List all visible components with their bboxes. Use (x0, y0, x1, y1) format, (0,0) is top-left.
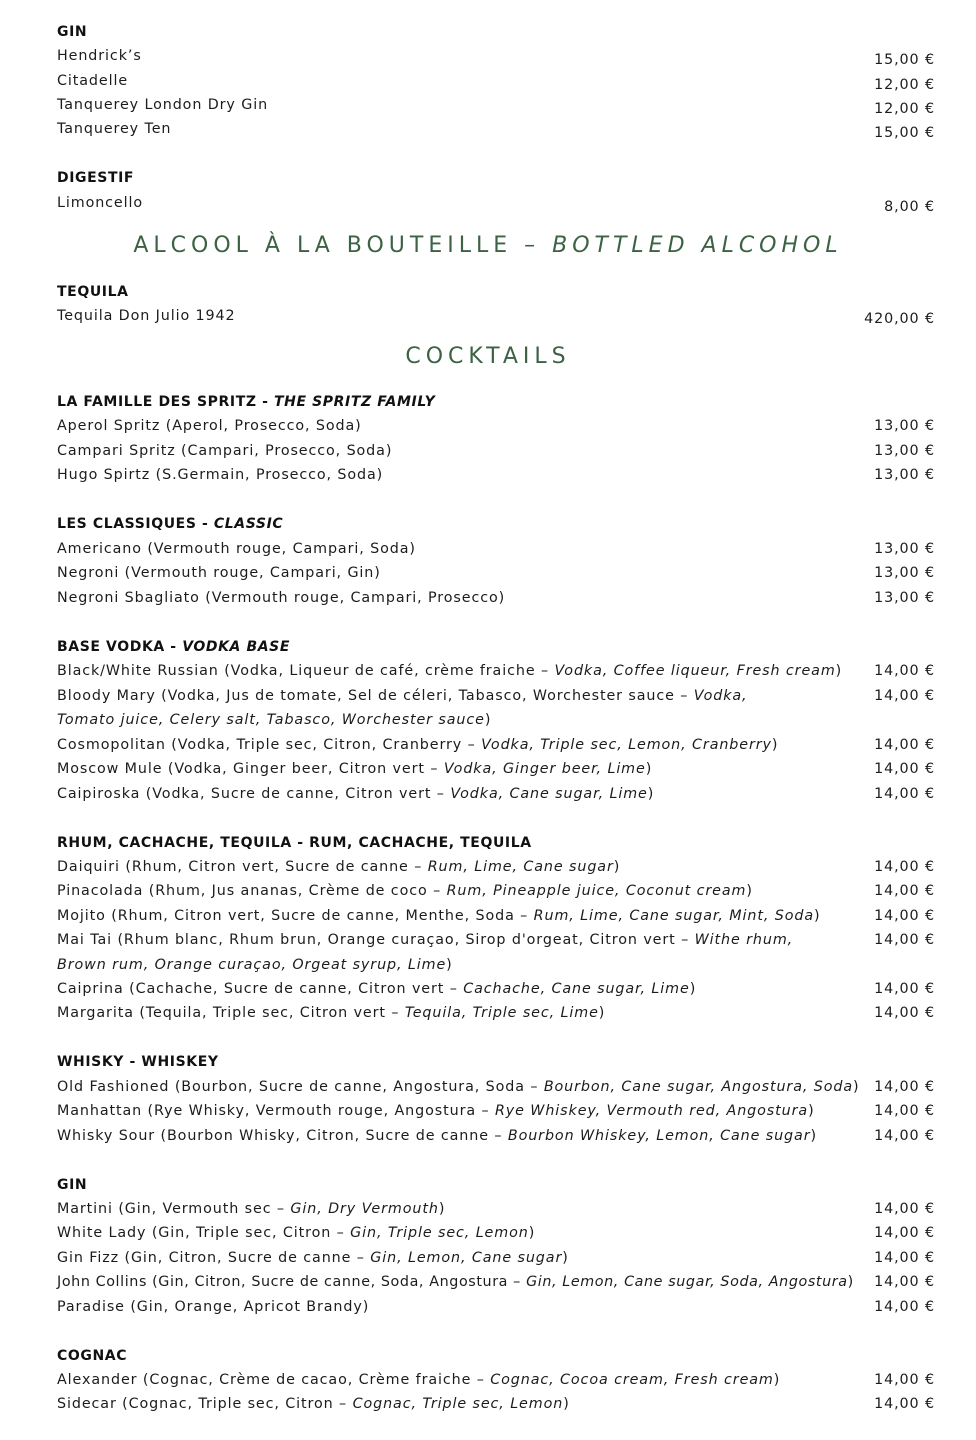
item-en: Vodka, Ginger beer, Lime (443, 761, 646, 777)
menu-item-price: 14,00 € (874, 1299, 935, 1315)
item-close: ) (746, 883, 753, 899)
item-en: Bourbon, Cane sugar, Angostura, Soda (543, 1079, 854, 1095)
item-close: ) (562, 1250, 569, 1266)
menu-item-name (57, 688, 748, 704)
menu-item-name (57, 663, 842, 679)
item-close: ) (773, 1372, 781, 1388)
menu-item-name (57, 1250, 569, 1266)
banner-cocktails: COCKTAILS (405, 344, 571, 369)
menu-item-name (57, 1396, 570, 1412)
item-fr: Daiquiri (Rhum, Citron vert, Sucre de canne – (57, 859, 428, 875)
menu-item-price: 13,00 € (874, 541, 935, 557)
title-fr: LES CLASSIQUES - (57, 516, 214, 532)
section-title-gin-cocktails: GIN (57, 1177, 88, 1193)
menu-item-name: Limoncello (57, 195, 144, 211)
menu-item-price: 14,00 € (874, 1079, 935, 1095)
item-en: Gin, Dry Vermouth (290, 1201, 439, 1217)
menu-item-price: 14,00 € (874, 1372, 935, 1388)
item-fr: Caipiroska (Vodka, Sucre de canne, Citron vert – (57, 786, 451, 802)
item-close: ) (808, 1103, 815, 1119)
menu-item-name (57, 1274, 854, 1290)
menu-item-price: 14,00 € (874, 908, 935, 924)
item-fr: Margarita (Tequila, Triple sec, Citron vert – (57, 1005, 405, 1021)
item-en: Gin, Lemon, Cane sugar, Soda, Angostura (526, 1274, 848, 1290)
item-en: Rum, Pineapple juice, Coconut cream (446, 883, 747, 899)
item-fr: John Collins (Gin, Citron, Sucre de canne, Soda, Angostura – (57, 1274, 527, 1290)
item-close: ) (771, 737, 779, 753)
menu-item-name: Hendrick’s (57, 48, 142, 64)
menu-item-name: Campari Spritz (Campari, Prosecco, Soda) (57, 443, 393, 459)
menu-item-name (57, 1103, 815, 1119)
menu-item-name (57, 883, 753, 899)
menu-item-price: 15,00 € (874, 125, 935, 141)
section-title-cognac: COGNAC (57, 1348, 128, 1364)
menu-item-name (57, 1372, 780, 1388)
item-en: Tomato juice, Celery salt, Tabasco, Worchester sauce (57, 712, 485, 728)
menu-item-name: Aperol Spritz (Aperol, Prosecco, Soda) (57, 418, 362, 434)
menu-item-name (57, 1201, 445, 1217)
item-close: ) (484, 712, 492, 728)
item-fr: Black/White Russian (Vodka, Liqueur de café, crème fraiche – (57, 663, 555, 679)
item-en: Rum, Lime, Cane sugar (427, 859, 614, 875)
section-title-gin: GIN (57, 24, 88, 40)
item-en: Cognac, Triple sec, Lemon (352, 1396, 564, 1412)
item-en: Bourbon Whiskey, Lemon, Cane sugar (507, 1128, 811, 1144)
menu-item-name (57, 981, 696, 997)
menu-item-price: 14,00 € (874, 1201, 935, 1217)
menu-item-price: 14,00 € (874, 663, 935, 679)
item-close: ) (647, 786, 655, 802)
menu-item-price: 12,00 € (874, 77, 935, 93)
title-fr: LA FAMILLE DES SPRITZ - (57, 394, 274, 410)
item-fr: Gin Fizz (Gin, Citron, Sucre de canne – (57, 1250, 371, 1266)
section-title-spritz (57, 394, 435, 410)
menu-item-name: Tanquerey London Dry Gin (57, 97, 269, 113)
menu-item-price: 13,00 € (874, 590, 935, 606)
section-title-vodka (57, 639, 290, 655)
banner-bottled-alcohol (0, 233, 976, 258)
item-fr: Moscow Mule (Vodka, Ginger beer, Citron vert – (57, 761, 444, 777)
item-en: Cognac, Cocoa cream, Fresh cream (490, 1372, 774, 1388)
menu-item-price: 13,00 € (874, 418, 935, 434)
title-fr: BASE VODKA - (57, 639, 183, 655)
item-en: Rum, Lime, Cane sugar, Mint, Soda (533, 908, 814, 924)
menu-item-price: 14,00 € (874, 1103, 935, 1119)
menu-item-name (57, 1299, 369, 1315)
menu-item-price: 13,00 € (874, 443, 935, 459)
menu-item-name-continued (57, 712, 491, 728)
menu-item-name (57, 1005, 605, 1021)
menu-item-price: 13,00 € (874, 565, 935, 581)
item-fr: Alexander (Cognac, Crème de cacao, Crème fraiche – (57, 1372, 491, 1388)
menu-item-price: 8,00 € (884, 199, 935, 215)
menu-item-name: Citadelle (57, 73, 129, 89)
menu-item-price: 14,00 € (874, 859, 935, 875)
item-close: ) (645, 761, 653, 777)
menu-item-price: 14,00 € (874, 786, 935, 802)
menu-item-name (57, 908, 820, 924)
menu-item-price: 14,00 € (874, 761, 935, 777)
item-fr: Cosmopolitan (Vodka, Triple sec, Citron, Cranberry – (57, 737, 482, 753)
item-en: Vodka, Triple sec, Lemon, Cranberry (481, 737, 772, 753)
menu-item-price: 14,00 € (874, 1225, 935, 1241)
menu-item-price: 15,00 € (874, 52, 935, 68)
section-title-classiques (57, 516, 283, 532)
item-close: ) (814, 908, 821, 924)
menu-item-price: 13,00 € (874, 467, 935, 483)
menu-item-price: 14,00 € (874, 883, 935, 899)
banner-text-en: BOTTLED ALCOHOL (552, 233, 843, 258)
menu-item-name-continued (57, 957, 453, 973)
item-close: ) (598, 1005, 606, 1021)
menu-item-price: 420,00 € (864, 311, 935, 327)
menu-item-name: Negroni Sbagliato (Vermouth rouge, Campari, Prosecco) (57, 590, 506, 606)
item-en: Cachache, Cane sugar, Lime (463, 981, 690, 997)
menu-item-price: 12,00 € (874, 101, 935, 117)
item-fr: Mojito (Rhum, Citron vert, Sucre de canne, Menthe, Soda – (57, 908, 534, 924)
item-en: Vodka, (693, 688, 748, 704)
menu-item-price: 14,00 € (874, 1396, 935, 1412)
item-close: ) (810, 1128, 817, 1144)
menu-item-name (57, 737, 778, 753)
menu-item-name: Hugo Spirtz (S.Germain, Prosecco, Soda) (57, 467, 384, 483)
item-fr: Whisky Sour (Bourbon Whisky, Citron, Sucre de canne – (57, 1128, 508, 1144)
menu-item-name (57, 786, 654, 802)
menu-item-name: Negroni (Vermouth rouge, Campari, Gin) (57, 565, 381, 581)
menu-item-price: 14,00 € (874, 737, 935, 753)
item-close: ) (853, 1079, 860, 1095)
menu-item-price: 14,00 € (874, 1250, 935, 1266)
menu-item-name (57, 1225, 535, 1241)
menu-item-price: 14,00 € (874, 1274, 935, 1290)
item-en: Withe rhum, (694, 932, 794, 948)
title-en: CLASSIC (213, 516, 284, 532)
item-fr: Mai Tai (Rhum blanc, Rhum brun, Orange curaçao, Sirop d'orgeat, Citron vert – (57, 932, 695, 948)
item-fr: Sidecar (Cognac, Triple sec, Citron – (57, 1396, 353, 1412)
item-en: Rye Whiskey, Vermouth red, Angostura (494, 1103, 809, 1119)
title-en: VODKA BASE (182, 639, 291, 655)
item-fr: Martini (Gin, Vermouth sec – (57, 1201, 291, 1217)
menu-item-name (57, 859, 620, 875)
item-close: ) (563, 1396, 570, 1412)
menu-item-name (57, 1079, 860, 1095)
item-fr: Manhattan (Rye Whisky, Vermouth rouge, Angostura – (57, 1103, 495, 1119)
item-en: Gin, Triple sec, Lemon (350, 1225, 529, 1241)
menu-item-price: 14,00 € (874, 688, 935, 704)
menu-item-price: 14,00 € (874, 1005, 935, 1021)
item-close: ) (835, 663, 843, 679)
menu-item-name (57, 1128, 817, 1144)
item-fr: Old Fashioned (Bourbon, Sucre de canne, Angostura, Soda – (57, 1079, 544, 1095)
menu-item-price: 14,00 € (874, 981, 935, 997)
item-close: ) (847, 1274, 854, 1290)
menu-item-name: Tanquerey Ten (57, 121, 172, 137)
item-en: Vodka, Cane sugar, Lime (450, 786, 648, 802)
item-close: ) (613, 859, 621, 875)
item-fr: Bloody Mary (Vodka, Jus de tomate, Sel de céleri, Tabasco, Worchester sauce – (57, 688, 694, 704)
menu-item-name (57, 761, 652, 777)
item-fr: White Lady (Gin, Triple sec, Citron – (57, 1225, 351, 1241)
section-title-rhum: RHUM, CACHACHE, TEQUILA - RUM, CACHACHE, TEQUILA (57, 835, 532, 851)
section-title-tequila: TEQUILA (57, 284, 129, 300)
item-close: ) (528, 1225, 536, 1241)
item-close: ) (689, 981, 697, 997)
item-fr: Paradise (Gin, Orange, Apricot Brandy) (57, 1299, 370, 1315)
banner-text-fr: ALCOOL À LA BOUTEILLE – (133, 233, 553, 258)
section-title-digestif: DIGESTIF (57, 170, 135, 186)
menu-item-name: Americano (Vermouth rouge, Campari, Soda) (57, 541, 416, 557)
item-en: Brown rum, Orange curaçao, Orgeat syrup, Lime (57, 957, 447, 973)
item-en: Gin, Lemon, Cane sugar (370, 1250, 563, 1266)
title-en: THE SPRITZ FAMILY (273, 394, 436, 410)
item-en: Vodka, Coffee liqueur, Fresh cream (554, 663, 836, 679)
item-close: ) (446, 957, 453, 973)
menu-item-name: Tequila Don Julio 1942 (57, 308, 236, 324)
item-close: ) (438, 1201, 446, 1217)
menu-item-price: 14,00 € (874, 1128, 935, 1144)
menu-item-name (57, 932, 793, 948)
item-en: Tequila, Triple sec, Lime (404, 1005, 599, 1021)
section-title-whisky: WHISKY - WHISKEY (57, 1054, 219, 1070)
menu-item-price: 14,00 € (874, 932, 935, 948)
item-fr: Caiprina (Cachache, Sucre de canne, Citron vert – (57, 981, 464, 997)
item-fr: Pinacolada (Rhum, Jus ananas, Crème de coco – (57, 883, 447, 899)
